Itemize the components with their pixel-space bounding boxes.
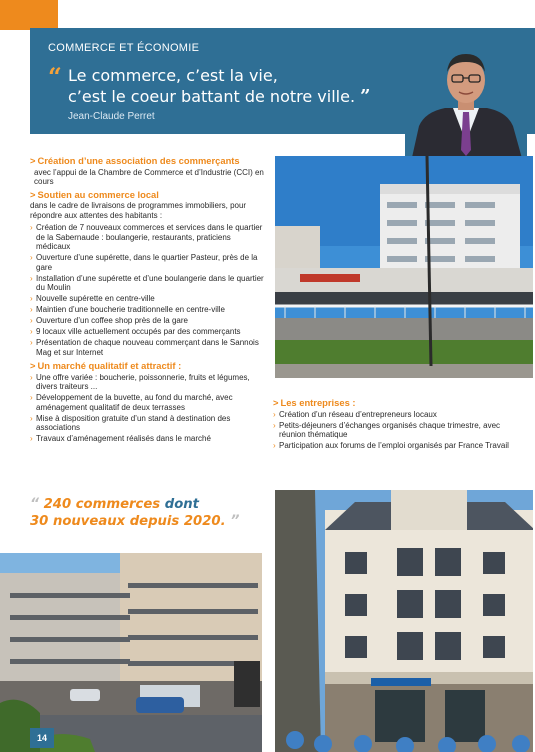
close-quote-mark: ” [360,86,371,107]
right-column-text [273,398,518,455]
association-text: avec l’appui de la Chambre de Commerce et d’Industrie (CCI) en cours [34,167,264,186]
orange-corner-accent [0,0,58,30]
section-title: COMMERCE ET ÉCONOMIE [48,42,200,54]
soutien-list [30,223,264,357]
header-banner [30,28,535,134]
list-item: › Présentation de chaque nouveau commerçant dans le Sannois Mag et sur Internet [30,338,264,357]
entreprises-list [273,410,518,451]
list-item: › Création de 7 nouveaux commerces et services dans le quartier de la Sabernaude : boulangerie, restaurants, praticiens médicaux [30,223,264,252]
heading-soutien: > Soutien au commerce local [30,188,159,200]
list-item: › Création d’un réseau d’entrepreneurs locaux [273,410,518,420]
list-item: › Une offre variée : boucherie, poissonnerie, fruits et légumes, divers traiteurs ... [30,373,264,392]
highlight-close-quote: ” [225,513,240,529]
marche-list [30,373,264,444]
heading-marche: > Un marché qualitatif et attractif : [30,360,182,371]
list-item: › Participation aux forums de l’emploi organisés par France Travail [273,441,518,451]
page-number: 14 [30,728,54,748]
open-quote-mark: “ [48,62,62,91]
list-item: › Petits-déjeuners d’échanges organisés chaque trimestre, avec réunion thématique [273,421,518,440]
list-item: › 9 locaux ville actuellement occupés par des commerçants [30,327,264,337]
list-item: › Travaux d’aménagement réalisés dans le marché [30,434,264,444]
soutien-intro: dans le cadre de livraisons de programmes immobiliers, pour répondre aux attentes des habitants : [30,201,247,220]
quote-author: Jean-Claude Perret [68,111,155,122]
quote-line-1: Le commerce, c’est la vie, [68,66,278,85]
heading-entreprises: > Les entreprises : [273,397,356,408]
list-item: › Ouverture d’une supérette, dans le quartier Pasteur, près de la gare [30,253,264,272]
list-item: › Ouverture d’un coffee shop près de la gare [30,316,264,326]
left-column-text [30,156,264,448]
list-item: › Installation d’une supérette et d’une boulangerie dans le quartier du Moulin [30,274,264,293]
photo-street-apartments [0,553,262,752]
highlight-open-quote: “ [30,496,40,512]
highlight-count: 240 commerces [43,497,161,512]
list-item: › Développement de la buvette, au fond du marché, avec aménagement qualitatif de deux terrasses [30,393,264,412]
quote-line-2: c’est le coeur battant de notre ville. ” [68,86,371,107]
mayor-portrait [405,42,527,162]
highlight-new: 30 nouveaux depuis 2020. [30,514,226,529]
heading-association: > Création d’une association des commerçants [30,155,240,166]
list-item: › Mise à disposition gratuite d’un stand à destination des associations [30,414,264,433]
photo-modern-building-station [275,156,533,378]
list-item: › Nouvelle supérette en centre-ville [30,294,264,304]
photo-classic-building-carrefour [275,490,533,752]
highlight-quote [30,496,270,530]
highlight-connector: dont [160,497,199,512]
list-item: › Maintien d’une boucherie traditionnelle en centre-ville [30,305,264,315]
